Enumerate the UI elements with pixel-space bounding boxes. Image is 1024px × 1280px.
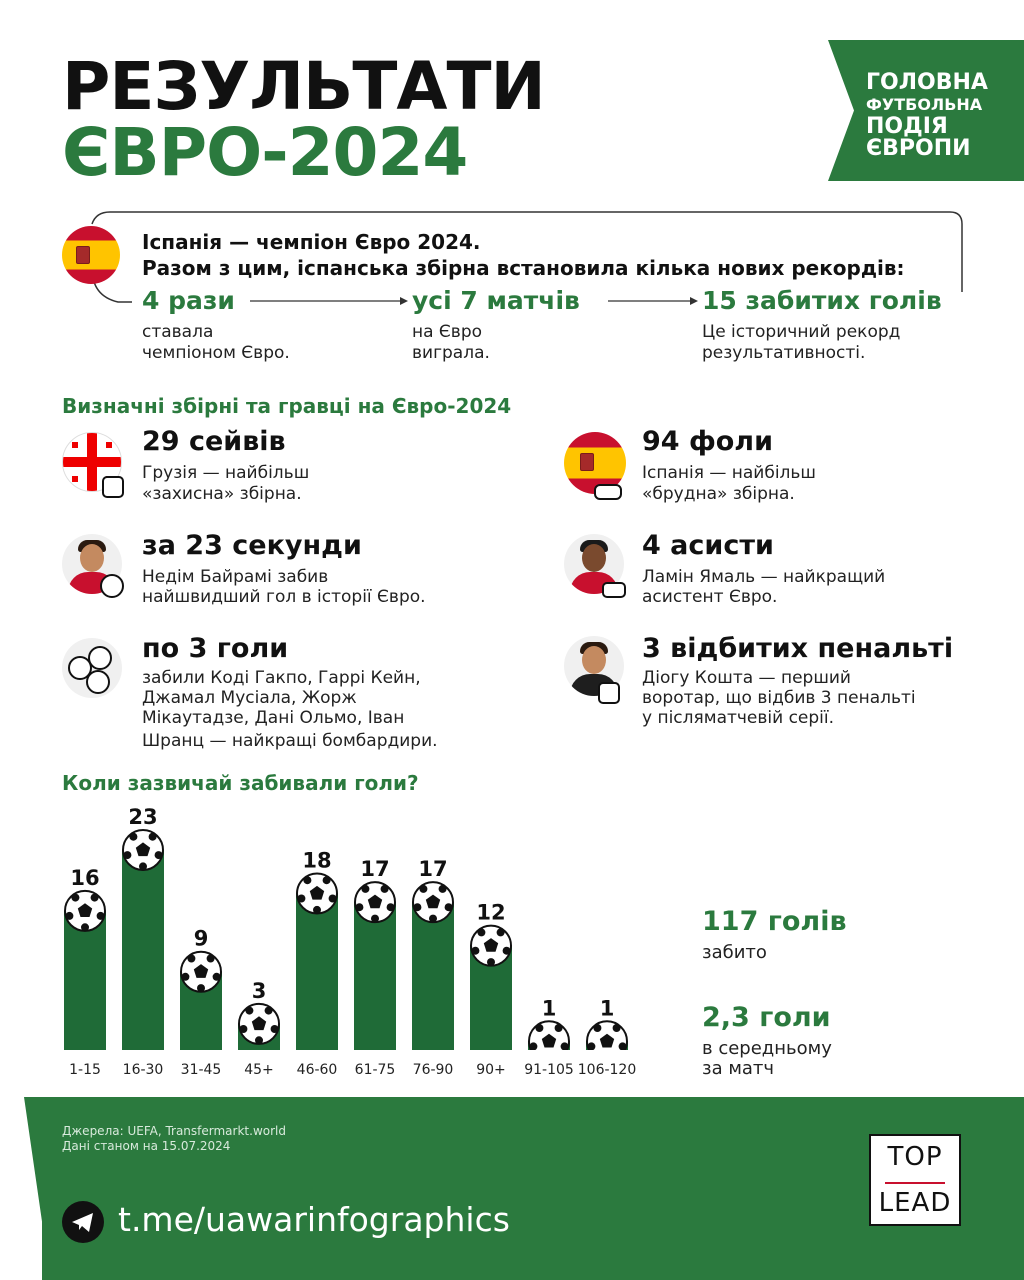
- bar-value-label: 23: [128, 805, 158, 829]
- logo-top-text: TOP: [887, 1142, 943, 1172]
- record-1-line2: чемпіоном Євро.: [142, 343, 290, 363]
- x-tick-label: 31-45: [180, 1062, 222, 1078]
- bar-76-90: [412, 902, 454, 1050]
- bar-ball-90+: [471, 926, 511, 966]
- goalkeeper-glove-icon-2: [598, 682, 620, 704]
- bar-value-label: 18: [302, 848, 332, 873]
- bar-ball-61-75: [355, 882, 395, 922]
- banner-line-2: ФУТБОЛЬНА: [866, 95, 983, 114]
- avg-goals-label-2: за матч: [702, 1058, 775, 1079]
- stat-top-scorers-line1: забили Коді Гакпо, Гаррі Кейн,: [142, 668, 421, 688]
- stat-assists-value: 4 асисти: [642, 530, 774, 561]
- stat-fouls-value: 94 фоли: [642, 426, 774, 457]
- banner-text: [866, 72, 988, 160]
- bar-value-label: 17: [418, 857, 448, 882]
- record-2-line1: на Євро: [412, 322, 483, 342]
- avg-goals-value: 2,3 голи: [702, 1002, 831, 1033]
- source-line-2: Дані станом на 15.07.2024: [62, 1139, 231, 1153]
- banner-line-1: ГОЛОВНА: [866, 70, 988, 95]
- stat-top-scorers-line2: Джамал Мусіала, Жорж: [142, 688, 357, 708]
- stat-fastest-goal-value: за 23 секунди: [142, 530, 362, 561]
- record-2-value: усі 7 матчів: [412, 286, 580, 315]
- page-title-line1: РЕЗУЛЬТАТИ: [62, 48, 545, 125]
- stat-saves-line2: «захисна» збірна.: [142, 484, 302, 504]
- source-line-1: Джерела: UEFA, Transfermarkt.world: [62, 1124, 286, 1138]
- stat-fastest-goal-line2: найшвидший гол в історії Євро.: [142, 587, 426, 607]
- total-goals-value: 117 голів: [702, 906, 847, 937]
- total-goals-label: забито: [702, 942, 767, 963]
- banner-line-4: ЄВРОПИ: [866, 136, 971, 161]
- chart-heading: Коли зазвичай забивали голи?: [62, 771, 419, 795]
- goalkeeper-glove-icon: [102, 476, 124, 498]
- logo-bottom-text: LEAD: [878, 1188, 952, 1218]
- record-3-value: 15 забитих голів: [702, 286, 942, 315]
- whistle-icon: [594, 484, 622, 500]
- stat-top-scorers-line4: Шранц — найкращі бомбардири.: [142, 731, 438, 751]
- record-1-value: 4 рази: [142, 286, 235, 315]
- telegram-link[interactable]: t.me/uawarinfographics: [118, 1200, 510, 1239]
- spain-flag-icon: [62, 226, 120, 284]
- champion-line-1: Іспанія — чемпіон Євро 2024.: [142, 230, 481, 254]
- stat-top-scorers-line3: Мікаутадзе, Дані Ольмо, Іван: [142, 708, 405, 728]
- boot-icon: [602, 582, 626, 598]
- bar-value-label: 3: [251, 978, 267, 1003]
- bar-ball-106-120: [587, 1021, 627, 1061]
- record-2-line2: виграла.: [412, 343, 490, 363]
- bar-value-label: 12: [476, 900, 506, 925]
- ball-icon: [100, 574, 124, 598]
- x-tick-label: 1-15: [69, 1062, 101, 1078]
- notable-heading: Визначні збірні та гравці на Євро-2024: [62, 394, 512, 418]
- toplead-logo: [869, 1134, 961, 1226]
- x-tick-label: 61-75: [354, 1062, 396, 1078]
- bar-ball-31-45: [181, 952, 221, 992]
- stat-penalties-line3: у післяматчевій серії.: [642, 708, 835, 728]
- balls-group-icon: [62, 638, 122, 698]
- stat-top-scorers-value: по 3 голи: [142, 633, 289, 664]
- stat-penalties-line1: Діогу Кошта — перший: [642, 668, 851, 688]
- x-tick-label: 106-120: [577, 1062, 637, 1078]
- bar-value-label: 17: [360, 857, 390, 882]
- bar-61-75: [354, 902, 396, 1050]
- record-3-line2: результативності.: [702, 343, 866, 363]
- stat-fouls-line2: «брудна» збірна.: [642, 484, 795, 504]
- record-3-line1: Це історичний рекорд: [702, 322, 901, 342]
- stat-penalties-value: 3 відбитих пенальті: [642, 633, 954, 664]
- bar-ball-76-90: [413, 882, 453, 922]
- bar-value-label: 9: [193, 926, 209, 951]
- bar-ball-91-105: [529, 1021, 569, 1061]
- bar-ball-46-60: [297, 873, 337, 913]
- bar-value-label: 16: [70, 865, 100, 890]
- bar-ball-1-15: [65, 891, 105, 931]
- record-1-line1: ставала: [142, 322, 214, 342]
- bar-ball-16-30: [123, 830, 163, 870]
- stat-fastest-goal-line1: Недім Байрамі забив: [142, 567, 329, 587]
- stat-fouls-line1: Іспанія — найбільш: [642, 463, 816, 483]
- telegram-icon[interactable]: [62, 1201, 104, 1243]
- stat-assists-line2: асистент Євро.: [642, 587, 778, 607]
- bar-ball-45+: [239, 1004, 279, 1044]
- x-tick-label: 76-90: [412, 1062, 454, 1078]
- banner-line-3: ПОДІЯ: [866, 114, 948, 139]
- x-tick-label: 45+: [244, 1062, 274, 1078]
- bar-46-60: [296, 893, 338, 1050]
- bar-value-label: 1: [541, 996, 557, 1021]
- stat-saves-value: 29 сейвів: [142, 426, 286, 457]
- bar-16-30: [122, 850, 164, 1050]
- stat-penalties-line2: воротар, що відбив 3 пенальті: [642, 688, 916, 708]
- banner-divider-line: [826, 40, 866, 181]
- bar-value-label: 1: [599, 996, 615, 1021]
- x-tick-label: 90+: [476, 1062, 506, 1078]
- stat-assists-line1: Ламін Ямаль — найкращий: [642, 567, 886, 587]
- x-tick-label: 91-105: [524, 1062, 574, 1078]
- page-title-line2: ЄВРО-2024: [62, 114, 468, 191]
- stat-saves-line1: Грузія — найбільш: [142, 463, 310, 483]
- champion-line-2: Разом з цим, іспанська збірна встановила кілька нових рекордів:: [142, 256, 905, 280]
- avg-goals-label-1: в середньому: [702, 1038, 832, 1059]
- x-tick-label: 16-30: [122, 1062, 164, 1078]
- x-tick-label: 46-60: [296, 1062, 338, 1078]
- goals-by-minute-chart: [0, 790, 680, 1090]
- record-arrows: [250, 296, 710, 306]
